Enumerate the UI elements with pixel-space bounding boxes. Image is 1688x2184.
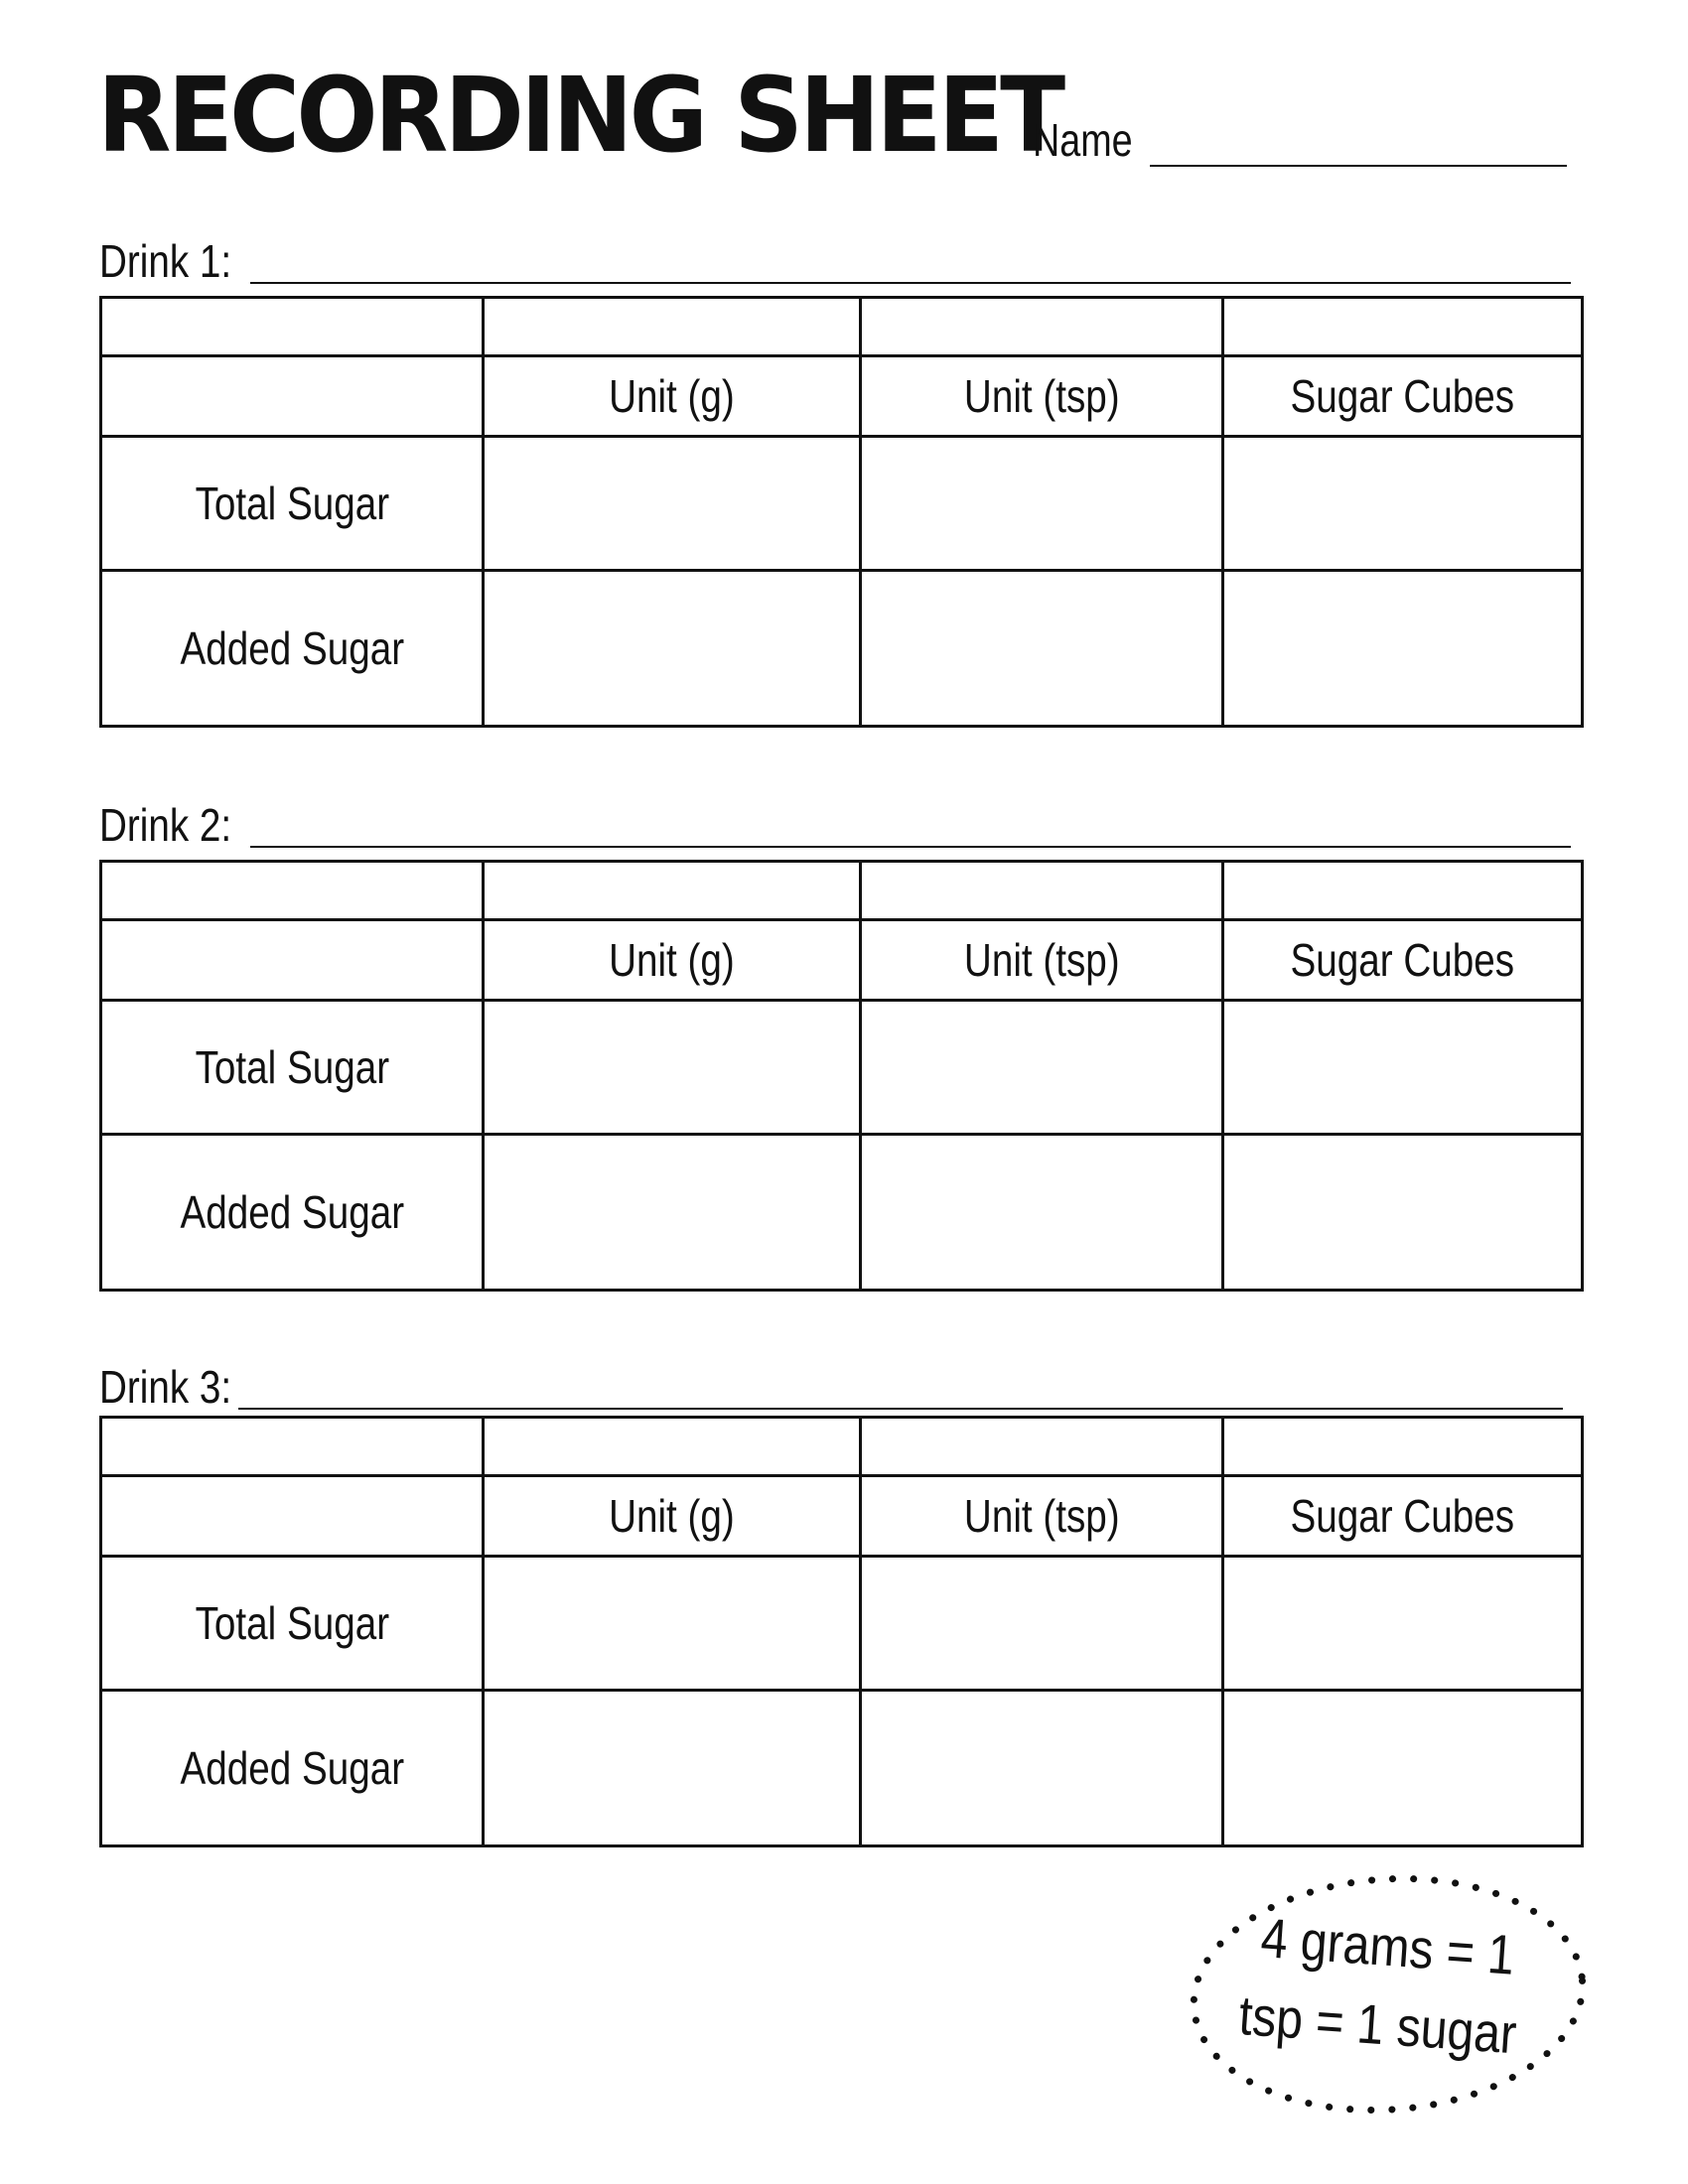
table-cell[interactable] [1223, 298, 1583, 356]
name-label: Name [1033, 114, 1133, 166]
table-cell[interactable] [1223, 1691, 1583, 1846]
table-cell[interactable] [1223, 1001, 1583, 1135]
table-row [101, 437, 1583, 571]
column-header: Unit (tsp) [861, 356, 1223, 437]
table-cell[interactable] [484, 862, 861, 920]
table-row [101, 862, 1583, 920]
column-header: Unit (g) [484, 1476, 861, 1557]
table-row [101, 298, 1583, 356]
column-header: Sugar Cubes [1223, 356, 1583, 437]
note-text-line-1: 4 grams = 1 [1258, 1906, 1517, 1986]
drink-1-name-field[interactable] [250, 282, 1571, 284]
page-title: RECORDING SHEET [97, 55, 1062, 176]
table-cell[interactable] [484, 1418, 861, 1476]
table-cell[interactable] [861, 1557, 1223, 1691]
table-cell[interactable] [484, 1135, 861, 1291]
table-header-row [101, 1476, 1583, 1557]
table-row [101, 1001, 1583, 1135]
drink-2-table [99, 860, 1584, 1292]
column-header [101, 1476, 484, 1557]
note-text-line-2: tsp = 1 sugar [1236, 1983, 1519, 2066]
table-cell[interactable] [1223, 1135, 1583, 1291]
table-row [101, 1418, 1583, 1476]
table-cell[interactable] [484, 1691, 861, 1846]
row-label: Total Sugar [101, 437, 484, 571]
column-header: Sugar Cubes [1223, 920, 1583, 1001]
column-header: Unit (tsp) [861, 920, 1223, 1001]
row-label: Total Sugar [101, 1001, 484, 1135]
drink-3-table [99, 1416, 1584, 1847]
table-row [101, 571, 1583, 727]
column-header: Unit (g) [484, 356, 861, 437]
name-field[interactable] [1150, 165, 1567, 167]
table-cell[interactable] [484, 298, 861, 356]
table-cell[interactable] [861, 437, 1223, 571]
table-cell[interactable] [1223, 862, 1583, 920]
drink-1-table [99, 296, 1584, 728]
table-cell[interactable] [1223, 571, 1583, 727]
table-cell[interactable] [484, 571, 861, 727]
drink-2-name-field[interactable] [250, 846, 1571, 848]
table-cell[interactable] [861, 1418, 1223, 1476]
table-cell[interactable] [484, 437, 861, 571]
table-row [101, 1691, 1583, 1846]
drink-3-name-field[interactable] [238, 1408, 1563, 1410]
drink-1-label: Drink 1: [99, 235, 232, 287]
column-header [101, 356, 484, 437]
table-cell[interactable] [861, 298, 1223, 356]
table-cell[interactable] [1223, 437, 1583, 571]
column-header [101, 920, 484, 1001]
table-cell[interactable] [861, 1691, 1223, 1846]
table-row [101, 1135, 1583, 1291]
table-cell[interactable] [101, 862, 484, 920]
table-cell[interactable] [1223, 1557, 1583, 1691]
row-label: Total Sugar [101, 1557, 484, 1691]
table-cell[interactable] [861, 862, 1223, 920]
table-header-row [101, 920, 1583, 1001]
column-header: Unit (g) [484, 920, 861, 1001]
column-header: Unit (tsp) [861, 1476, 1223, 1557]
drink-2-label: Drink 2: [99, 799, 232, 851]
conversion-note [1178, 1864, 1599, 2124]
table-cell[interactable] [861, 1001, 1223, 1135]
row-label: Added Sugar [101, 571, 484, 727]
table-cell[interactable] [101, 1418, 484, 1476]
table-cell[interactable] [484, 1001, 861, 1135]
table-header-row [101, 356, 1583, 437]
table-cell[interactable] [861, 571, 1223, 727]
table-row [101, 1557, 1583, 1691]
row-label: Added Sugar [101, 1691, 484, 1846]
drink-3-label: Drink 3: [99, 1361, 232, 1413]
column-header: Sugar Cubes [1223, 1476, 1583, 1557]
table-cell[interactable] [484, 1557, 861, 1691]
table-cell[interactable] [861, 1135, 1223, 1291]
table-cell[interactable] [101, 298, 484, 356]
table-cell[interactable] [1223, 1418, 1583, 1476]
row-label: Added Sugar [101, 1135, 484, 1291]
